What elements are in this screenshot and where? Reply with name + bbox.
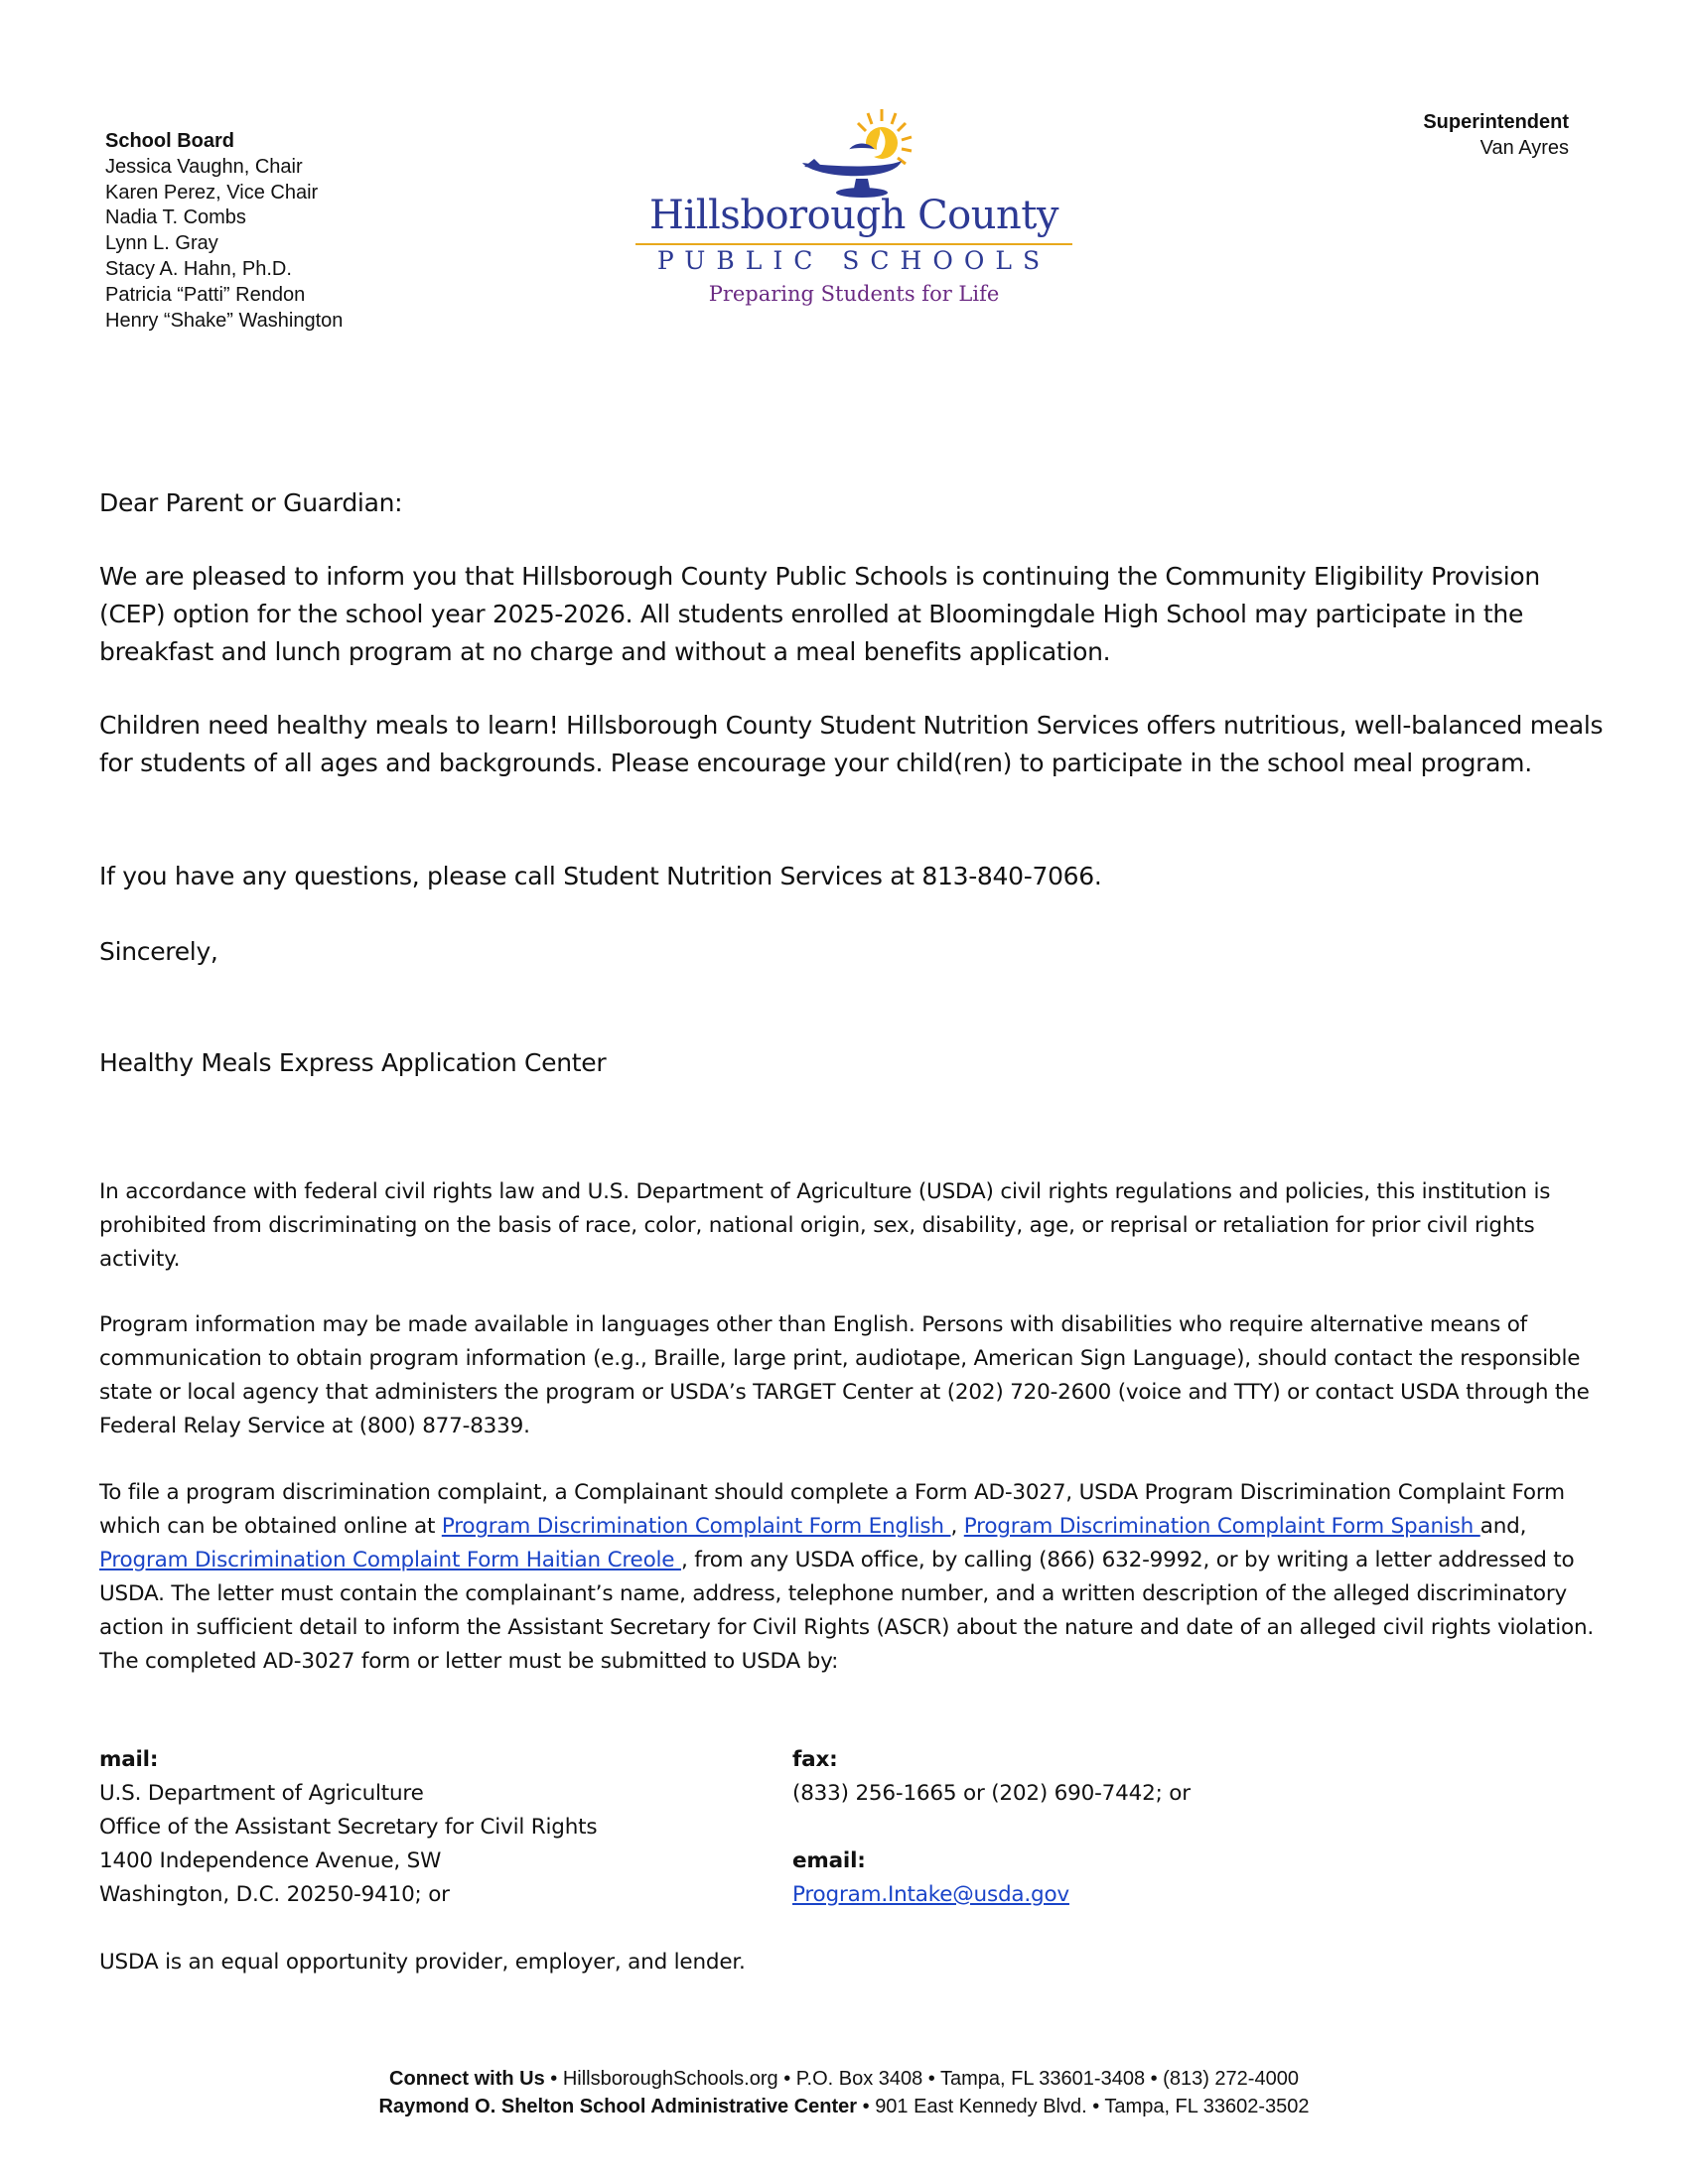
mail-label: mail:	[99, 1747, 159, 1772]
admin-center-name: Raymond O. Shelton School Administrative Center	[378, 2096, 858, 2117]
connect-label: Connect with Us	[389, 2068, 545, 2090]
fax-label: fax:	[792, 1747, 838, 1772]
letter-paragraph-2: Children need healthy meals to learn! Hillsborough County Student Nutrition Services offers nutritious, well-balanced meals for students of all ages and backgrounds. Please encourage your child(ren) to participate in the school meal program.	[99, 711, 1604, 777]
school-board-list	[105, 129, 343, 334]
email-label: email:	[792, 1848, 866, 1873]
logo-divider	[635, 243, 1072, 245]
complaint-text-start: To file a program discrimination complaint, a Complainant should complete a Form AD-3027, USDA Program Discrimination Complaint Form which can be obtained online at	[99, 1480, 1565, 1539]
superintendent-block	[1423, 109, 1569, 161]
link-separator: ,	[950, 1514, 964, 1539]
closing: Sincerely,	[99, 937, 218, 966]
board-member: Nadia T. Combs	[105, 206, 246, 229]
fax-email-contact	[792, 1743, 1191, 1912]
mail-address-line: Office of the Assistant Secretary for Civil Rights	[99, 1815, 598, 1840]
mail-address-line: 1400 Independence Avenue, SW	[99, 1848, 442, 1873]
board-member: Henry “Shake” Washington	[105, 309, 344, 332]
mail-address-line: U.S. Department of Agriculture	[99, 1781, 424, 1806]
complaint-form-haitian-creole-link[interactable]: Program Discrimination Complaint Form Haitian Creole	[99, 1548, 681, 1572]
salutation: Dear Parent or Guardian:	[99, 488, 403, 517]
logo-subtitle: PUBLIC SCHOOLS	[656, 246, 1052, 275]
complaint-text-end: , from any USDA office, by calling (866) 632-9992, or by writing a letter addressed to USDA. The letter must contain the complainant’s name, address, telephone number, and a written description of the alleged discriminatory action in sufficient detail to inform the Assistant Secretary for Civil Rights (ASCR) about the nature and date of an alleged civil rights violation. The completed AD-3027 form or letter must be submitted to USDA by:	[99, 1548, 1595, 1674]
equal-opportunity-statement: USDA is an equal opportunity provider, employer, and lender.	[99, 1950, 746, 1975]
board-member: Karen Perez, Vice Chair	[105, 181, 319, 204]
school-board-title: School Board	[105, 130, 235, 152]
logo-title: Hillsborough County	[649, 193, 1058, 238]
spacer	[792, 1811, 1191, 1844]
complaint-form-english-link[interactable]: Program Discrimination Complaint Form English	[441, 1514, 951, 1539]
board-member: Patricia “Patti” Rendon	[105, 283, 306, 306]
nondiscrimination-paragraph-2: Program information may be made available in languages other than English. Persons with disabilities who require alternative means of communication to obtain program information (e.g., Braille, large print, audiotape, American Sign Language), should contact the responsible state or local agency that administers the program or USDA’s TARGET Center at (202) 720-2600 (voice and TTY) or contact USDA through the Federal Relay Service at (800) 877-8339.	[99, 1312, 1590, 1438]
lamp-of-learning-icon	[784, 107, 923, 206]
link-separator: and,	[1479, 1514, 1527, 1539]
footer-line-2	[0, 2096, 1688, 2118]
complaint-paragraph	[99, 1476, 1609, 1679]
footer-contact-info: HillsboroughSchools.org • P.O. Box 3408 • Tampa, FL 33601-3408 • (813) 272-4000	[562, 2068, 1299, 2090]
complaint-form-spanish-link[interactable]: Program Discrimination Complaint Form Spanish	[963, 1514, 1480, 1539]
district-logo	[626, 107, 1092, 316]
superintendent-name: Van Ayres	[1479, 137, 1569, 159]
superintendent-title: Superintendent	[1423, 111, 1569, 133]
mail-contact	[99, 1743, 597, 1912]
letter-paragraph-3: If you have any questions, please call Student Nutrition Services at 813-840-7066.	[99, 862, 1102, 890]
mail-address-line: Washington, D.C. 20250-9410; or	[99, 1882, 450, 1907]
logo-tagline: Preparing Students for Life	[708, 282, 1000, 306]
letter-paragraph-1: We are pleased to inform you that Hillsborough County Public Schools is continuing the Community Eligibility Provision (CEP) option for the school year 2025-2026. All students enrolled at Bloomingdale High School may participate in the breakfast and lunch program at no charge and without a meal benefits application.	[99, 562, 1540, 666]
bullet-separator: •	[550, 2068, 563, 2090]
bullet-separator: •	[862, 2096, 876, 2117]
nondiscrimination-paragraph-1: In accordance with federal civil rights law and U.S. Department of Agriculture (USDA) civil rights regulations and policies, this institution is prohibited from discriminating on the basis of race, color, national origin, sex, disability, age, or reprisal or retaliation for prior civil rights activity.	[99, 1179, 1551, 1272]
signature: Healthy Meals Express Application Center	[99, 1048, 607, 1077]
footer-line-1	[0, 2068, 1688, 2091]
email-link[interactable]: Program.Intake@usda.gov	[792, 1882, 1069, 1907]
board-member: Lynn L. Gray	[105, 232, 218, 255]
fax-value: (833) 256-1665 or (202) 690-7442; or	[792, 1781, 1191, 1806]
board-member: Jessica Vaughn, Chair	[105, 155, 303, 178]
board-member: Stacy A. Hahn, Ph.D.	[105, 257, 292, 280]
footer-address: 901 East Kennedy Blvd. • Tampa, FL 33602-3502	[875, 2096, 1310, 2117]
